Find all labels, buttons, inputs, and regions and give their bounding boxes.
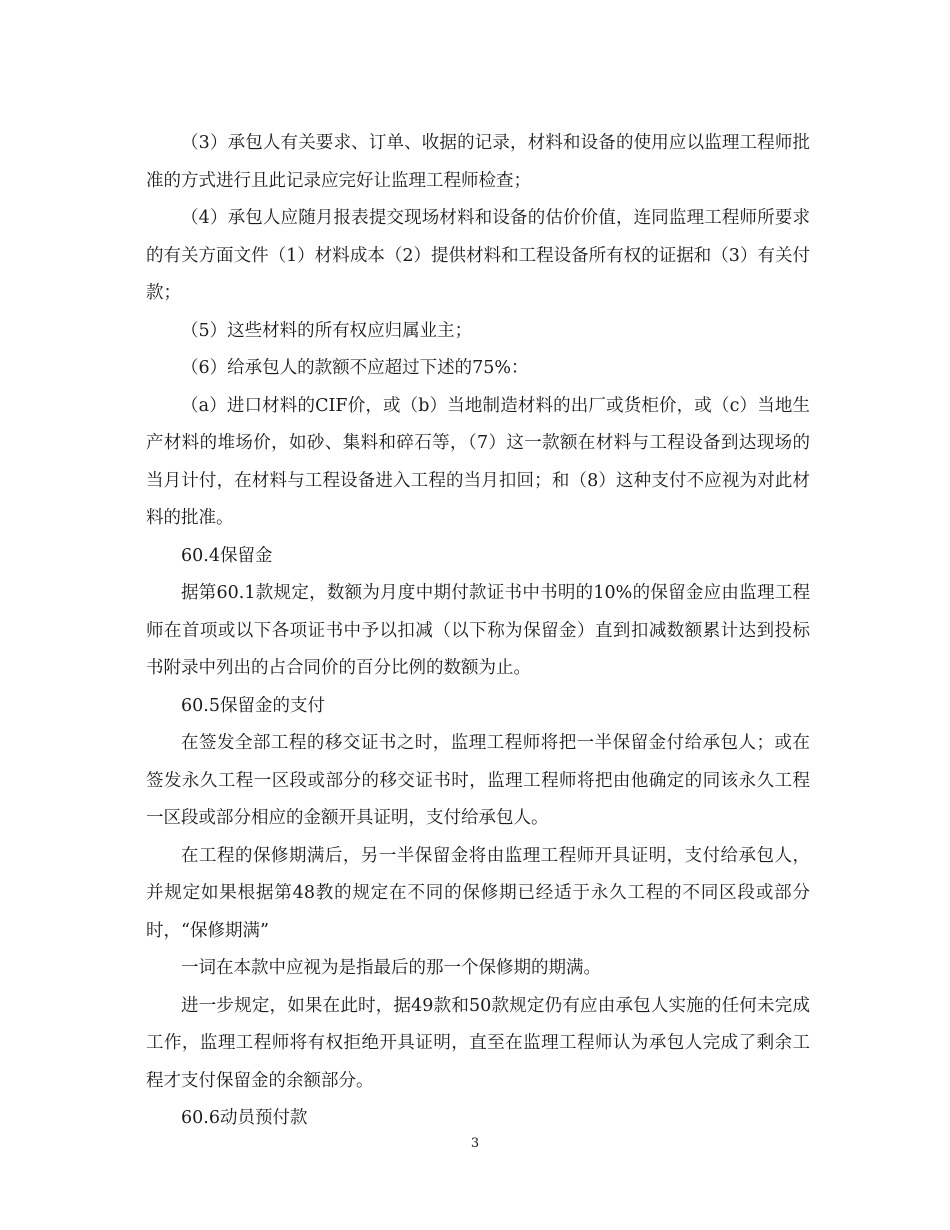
section-heading-60-4: 60.4保留金 [181, 545, 273, 566]
paragraph-5-ownership: （5）这些材料的所有权应归属业主； [181, 320, 473, 341]
section-heading-60-5: 60.5保留金的支付 [181, 695, 325, 716]
paragraph-6-amount-limit: （6）给承包人的款额不应超过下述的75%： [181, 358, 529, 378]
paragraph-further-provision: 进一步规定，如果在此时，据49款和50款规定仍有应由承包人实施的任何未完成工作，监理工程师将有权拒绝开具证明，直至在监理工程师认为承包人完成了剩余工程才支付保留金的余额部分。 [146, 995, 810, 1091]
section-heading-60-6: 60.6动员预付款 [181, 1108, 308, 1128]
paragraph-4-monthly-statement: （4）承包人应随月报表提交现场材料和设备的估价价值，连同监理工程师所要求的有关方面文件（1）材料成本（2）提供材料和工程设备所有权的证据和（3）有关付款； [146, 208, 810, 303]
document-body [146, 125, 810, 1138]
paragraph-retention-payment-second-half: 在工程的保修期满后，另一半保留金将由监理工程师开具证明，支付给承包人，并规定如果根据第48教的规定在不同的保修期已经适于永久工程的不同区段或部分时，“保修期满” [146, 845, 810, 941]
paragraph-retention-money: 据第60.1款规定，数额为月度中期付款证书中书明的10%的保留金应由监理工程师在首项或以下各项证书中予以扣减（以下称为保留金）直到扣减数额累计达到投标书附录中列出的占合同价的百分比例的数额为止。 [146, 583, 810, 678]
paragraph-retention-payment-first-half: 在签发全部工程的移交证书之时，监理工程师将把一半保留金付给承包人；或在签发永久工程一区段或部分的移交证书时，监理工程师将把由他确定的同该永久工程一区段或部分相应的金额开具证明，支付给承包人。 [146, 733, 810, 828]
paragraph-defects-period-definition: 一词在本款中应视为是指最后的那一个保修期的期满。 [181, 958, 601, 978]
paragraph-3-records: （3）承包人有关要求、订单、收据的记录，材料和设备的使用应以监理工程师批准的方式进行且此记录应完好让监理工程师检查； [146, 133, 810, 191]
paragraph-price-basis: （a）进口材料的CIF价，或（b）当地制造材料的出厂或货柜价，或（c）当地生产材料的堆场价，如砂、集料和碎石等，（7）这一款额在材料与工程设备到达现场的当月计付，在材料与工程设备进入工程的当月扣回；和（8）这种支付不应视为对此材料的批准。 [146, 395, 810, 528]
page-number: 3 [470, 1136, 480, 1151]
